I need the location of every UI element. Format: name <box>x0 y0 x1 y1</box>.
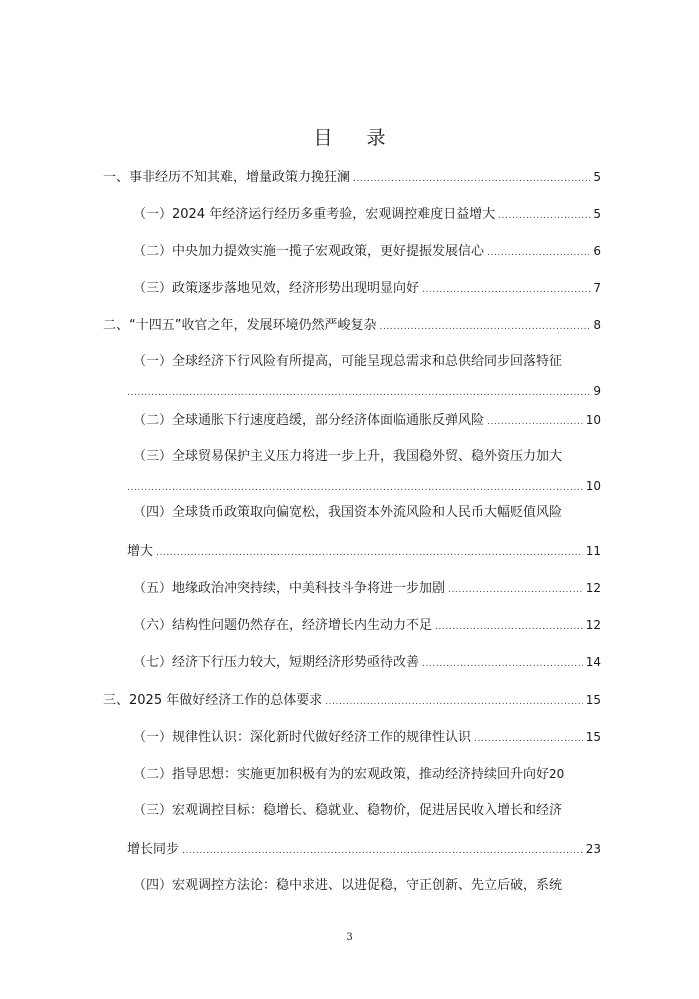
toc-entry[interactable] <box>133 652 601 674</box>
toc-entry-text: 二、“十四五”收官之年，发展环境仍然严峻复杂 <box>103 318 377 333</box>
toc-entry[interactable] <box>133 578 601 600</box>
toc-entry[interactable] <box>133 764 601 785</box>
toc-entry-page: 11 <box>585 544 601 558</box>
toc-entry-page: 23 <box>585 842 601 856</box>
toc-entry-page: 8 <box>593 318 601 332</box>
dot-leader <box>182 841 583 861</box>
toc-entry-page: 20 <box>549 767 565 781</box>
toc-entry-text: （二）指导思想：实施更加积极有为的宏观政策，推动经济持续回升向好 <box>133 767 550 782</box>
toc-entry-text: 一、事非经历不知其难，增量政策力挽狂澜 <box>103 170 351 185</box>
toc-entry-text: （一）规律性认识：深化新时代做好经济工作的规律性认识 <box>133 730 472 745</box>
dot-leader <box>156 543 583 563</box>
toc-entry-page: 9 <box>593 384 601 398</box>
dot-leader <box>422 654 583 674</box>
toc-entry-text[interactable]: （三）全球贸易保护主义压力将进一步上升，我国稳外贸、稳外资压力加大 <box>133 449 563 464</box>
toc-entry-page: 5 <box>593 207 601 221</box>
page-number: 3 <box>346 932 353 943</box>
dot-leader <box>487 243 590 263</box>
toc-entry-text-cont: 增大 <box>127 544 154 559</box>
toc-entry-text: （五）地缘政治冲突持续，中美科技斗争将进一步加剧 <box>133 581 446 596</box>
toc-entry-continuation[interactable] <box>127 839 601 861</box>
toc-entry-text: 三、2025 年做好经济工作的总体要求 <box>103 693 323 708</box>
toc-entry-page: 6 <box>593 244 601 258</box>
toc-entry-page: 12 <box>585 618 601 632</box>
toc-entry-page: 10 <box>585 413 601 427</box>
toc-entry[interactable] <box>133 615 601 637</box>
dot-leader <box>422 280 590 300</box>
dot-leader <box>353 169 590 189</box>
toc-entry-page: 14 <box>585 655 601 669</box>
toc-entry[interactable] <box>103 167 601 189</box>
toc-entry-continuation[interactable] <box>127 541 601 563</box>
toc-entry-text[interactable]: （三）宏观调控目标：稳增长、稳就业、稳物价，促进居民收入增长和经济 <box>133 803 563 818</box>
dot-leader <box>127 383 590 403</box>
toc-entry-page: 5 <box>593 170 601 184</box>
dot-leader <box>487 412 583 432</box>
toc-entry-text: （三）政策逐步落地见效，经济形势出现明显向好 <box>133 281 420 296</box>
toc-entry-text: （一）2024 年经济运行经历多重考验，宏观调控难度日益增大 <box>133 207 496 222</box>
dot-leader <box>435 617 583 637</box>
toc-entry-page: 10 <box>585 479 601 493</box>
toc-entry[interactable] <box>133 204 601 226</box>
toc-entry-page: 7 <box>593 281 601 295</box>
toc-title: 目 录 <box>313 127 400 149</box>
toc-entry-text[interactable]: （四）宏观调控方法论：稳中求进、以进促稳，守正创新、先立后破，系统 <box>133 878 563 893</box>
dot-leader <box>448 580 583 600</box>
toc-entry-page: 15 <box>585 693 601 707</box>
toc-entry-page: 12 <box>585 581 601 595</box>
toc-entry-text[interactable]: （四）全球货币政策取向偏宽松，我国资本外流风险和人民币大幅贬值风险 <box>133 505 563 520</box>
dot-leader <box>498 206 590 226</box>
toc-entry[interactable] <box>133 727 601 749</box>
toc-entry[interactable] <box>133 241 601 263</box>
toc-entry-text: （六）结构性问题仍然存在，经济增长内生动力不足 <box>133 618 433 633</box>
toc-entry[interactable] <box>103 690 601 712</box>
toc-entry-continuation[interactable] <box>127 476 601 498</box>
dot-leader <box>379 317 590 337</box>
toc-entry-continuation[interactable] <box>127 381 601 403</box>
dot-leader <box>325 692 583 712</box>
toc-entry-text: （七）经济下行压力较大，短期经济形势亟待改善 <box>133 655 420 670</box>
toc-entry-text[interactable]: （一）全球经济下行风险有所提高，可能呈现总需求和总供给同步回落特征 <box>133 354 563 369</box>
toc-entry[interactable] <box>103 315 601 337</box>
toc-entry-text-cont: 增长同步 <box>127 842 180 857</box>
toc-entry[interactable] <box>133 410 601 432</box>
toc-entry[interactable] <box>133 278 601 300</box>
toc-entry-text: （二）全球通胀下行速度趋缓，部分经济体面临通胀反弹风险 <box>133 413 485 428</box>
toc-entry-page: 15 <box>585 730 601 744</box>
toc-entry-text: （二）中央加力提效实施一揽子宏观政策，更好提振发展信心 <box>133 244 485 259</box>
dot-leader <box>474 729 583 749</box>
dot-leader <box>127 478 583 498</box>
